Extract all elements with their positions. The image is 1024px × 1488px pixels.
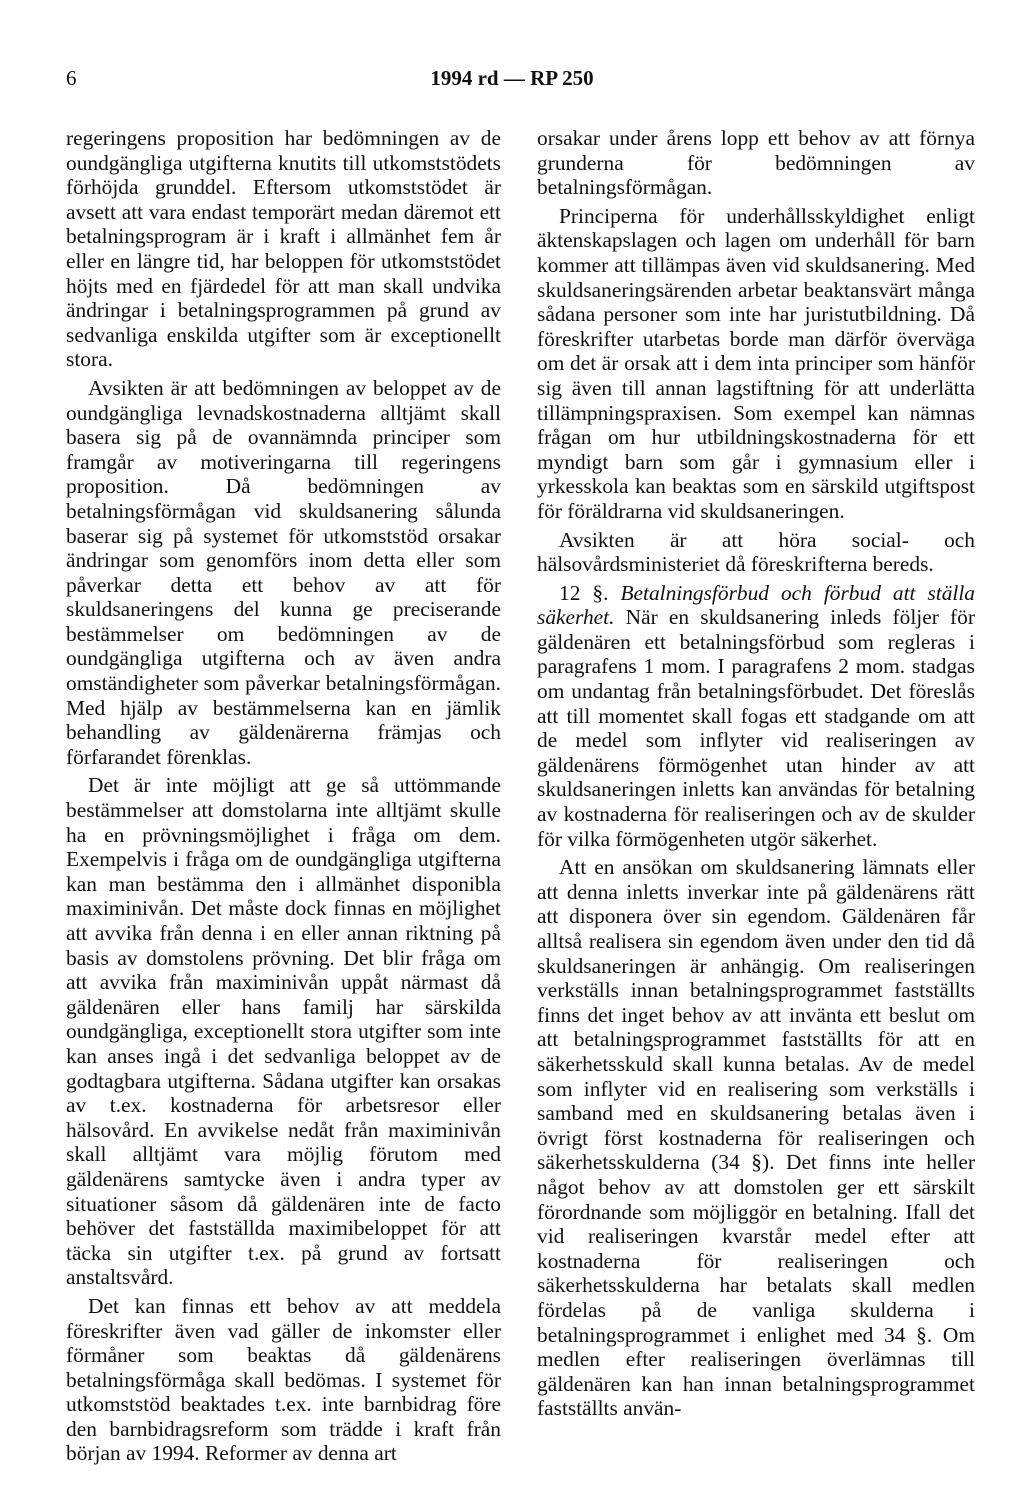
page-header bbox=[66, 66, 958, 96]
page-number: 6 bbox=[66, 66, 77, 90]
section-heading: Betalningsförbud och förbud att ställa säkerhet. bbox=[537, 580, 976, 630]
paragraph: Principerna för underhållsskyldighet enligt äktenskapslagen och lagen om underhåll för barn kommer att tillämpas även vid skuldsanering. Med skuldsaneringsärenden arbetar beaktansvärt många sådana personer som inte har juristutbildning. Då föreskrifter utarbetas borde man därför överväga om det är orsak att i dem inta principer som hänför sig även till annan lagstiftning för att underlätta tillämpningspraxisen. Som exempel kan nämnas frågan om hur utbildningskostnaderna för ett myndigt barn som går i gymnasium eller i yrkesskola kan beaktas som en särskild utgiftspost för föräldrarna vid skuldsaneringen. bbox=[537, 203, 975, 523]
section-text: När en skuldsanering inleds följer för gäldenären ett betalningsförbud som regleras i paragrafens 1 mom. I paragrafens 2 mom. stadgas om undantag från betalningsförbudet. Det föreslås att till momentet skall fogas ett stadgande om att de medel som inflyter vid realiseringen av gäldenärens förmögenhet utan hinder av att skuldsaneringen inletts kan användas för betalning av kostnaderna för realiseringen och av de skulder för vilka förmögenheten utgör säkerhet. bbox=[537, 605, 975, 851]
paragraph: Att en ansökan om skuldsanering lämnats eller att denna inletts inverkar inte på gäldenärens rätt att disponera över sin egendom. Gäldenären får alltså realisera sin egendom även under den tid då skuldsaneringen är anhängig. Om realiseringen verkställs innan betalningsprogrammet fastställts finns det inget behov av att invänta ett beslut om att betalningsprogrammet fastställts för att en säkerhetsskuld skall kunna betalas. Av de medel som inflyter vid en realisering som verkställs i samband med en skuldsanering betalas även i övrigt först kostnaderna för realiseringen och säkerhetsskulderna (34 §). Det finns inte heller något behov av att domstolen ger ett särskilt förordnande som möjliggör en betalning. Ifall det vid realiseringen kvarstår medel efter att kostnaderna för realiseringen och säkerhetsskulderna har betalats skall medlen fördelas på de vanliga skulderna i betalningsprogrammet i enlighet med 34 §. Om medlen efter realiseringen överlämnas till gäldenären kan han innan betalningsprogrammet fastställts använ- bbox=[537, 855, 975, 1421]
left-column bbox=[66, 126, 501, 1470]
section-paragraph bbox=[537, 581, 975, 852]
running-title: 1994 rd — RP 250 bbox=[430, 66, 594, 90]
paragraph: Det är inte möjligt att ge så uttömmande bestämmelser att domstolarna inte alltjämt skulle ha en prövningsmöjlighet i fråga om dem. Exempelvis i fråga om de oundgängliga utgifterna kan man bestämma den i allmänhet disponibla maximinivån. Det måste dock finnas en möjlighet att avvika från denna i en eller annan riktning på basis av domstolens prövning. Det blir fråga om att avvika från maximinivån uppåt närmast då gäldenären eller hans familj har särskilda oundgängliga, exceptionellt stora utgifter som inte kan anses ingå i det sedvanliga beloppet av de godtagbara utgifterna. Sådana utgifter kan orsakas av t.ex. kostnaderna för arbetsresor eller hälsovård. En avvikelse nedåt från maximinivån skall alltjämt vara möjlig förutom med gäldenärens samtycke även i andra typer av situationer såsom då gäldenären inte de facto behöver det fastställda maximibeloppet för att täcka sin utgifter t.ex. på grund av fortsatt anstaltsvård. bbox=[66, 773, 501, 1290]
right-column bbox=[537, 126, 975, 1425]
section-number: 12 §. bbox=[559, 580, 609, 605]
paragraph: Det kan finnas ett behov av att meddela föreskrifter även vad gäller de inkomster eller förmåner som beaktas då gäldenärens betalningsförmåga skall bedömas. I systemet för utkomststöd beaktades t.ex. inte barnbidrag före den barnbidragsreform som trädde i kraft från början av 1994. Reformer av denna art bbox=[66, 1293, 501, 1466]
paragraph: orsakar under årens lopp ett behov av att förnya grunderna för bedömningen av betalningsförmågan. bbox=[537, 126, 975, 200]
paragraph: Avsikten är att höra social- och hälsovårdsministeriet då föreskrifterna bereds. bbox=[537, 527, 975, 577]
paragraph: regeringens proposition har bedömningen av de oundgängliga utgifterna knutits till utkomststödets förhöjda grunddel. Eftersom utkomststödet är avsett att vara endast temporärt medan däremot ett betalningsprogram är i kraft i allmänhet fem år eller en längre tid, har beloppen för utkomststödet höjts med en fjärdedel för att man skall undvika ändringar i betalningsprogrammen på grund av sedvanliga enskilda utgifter som är exceptionellt stora. bbox=[66, 126, 501, 372]
paragraph: Avsikten är att bedömningen av beloppet av de oundgängliga levnadskostnaderna alltjämt skall basera sig på de ovannämnda principer som framgår av motiveringarna till regeringens proposition. Då bedömningen av betalningsförmågan vid skuldsanering sålunda baserar sig på systemet för utkomststöd orsakar ändringar som genomförs inom detta eller som påverkar detta ett behov av att för skuldsaneringens del kunna ge preciserande bestämmelser om bedömningen av de oundgängliga utgifterna och av även andra omständigheter som påverkar betalningsförmågan. Med hjälp av bestämmelserna kan en jämlik behandling av gäldenärerna främjas och förfarandet förenklas. bbox=[66, 375, 501, 769]
